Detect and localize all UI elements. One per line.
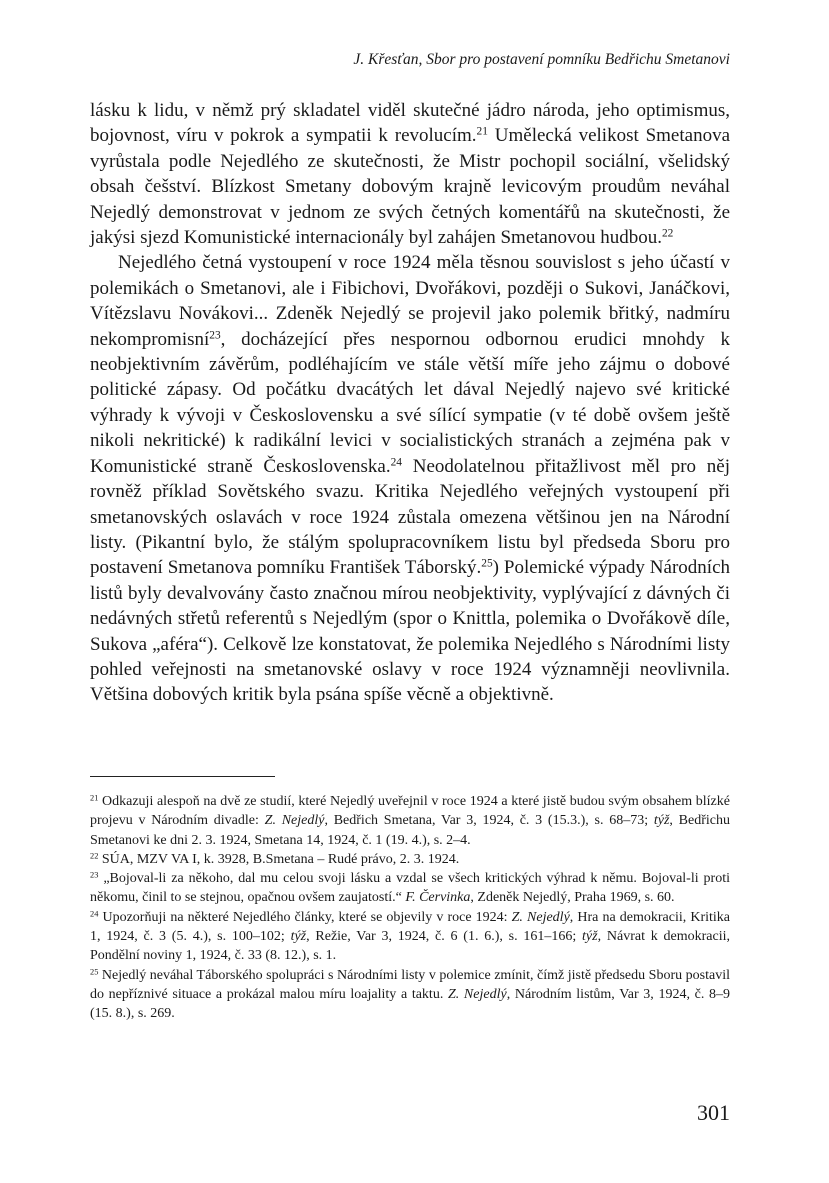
footnote-ref: 22 bbox=[661, 227, 674, 240]
running-head: J. Křesťan, Sbor pro postavení pomníku Bedřichu Smetanovi bbox=[353, 51, 730, 68]
text-run: Odkazuji alespoň na dvě ze studií, které Nejedlý uveřejnil v roce 1924 a které jistě budou svým obsahem blízké projevu v Národním divadle: bbox=[90, 794, 730, 829]
text-run: , Hra na demokracii, Kritika 1, 1924, č. 3 (5. 4.), s. 100–102; bbox=[90, 909, 730, 945]
footnote bbox=[90, 908, 730, 966]
footnotes bbox=[90, 792, 730, 1024]
footnote-ref: 24 bbox=[390, 456, 402, 469]
italic-text: Z. Nejedlý bbox=[447, 986, 507, 1002]
text-run: , Režie, Var 3, 1924, č. 6 (1. 6.), s. 161–166; bbox=[306, 929, 583, 945]
footnote-ref: 21 bbox=[476, 126, 488, 139]
text-run: , Bedřichu Smetanovi ke dni 2. 3. 1924, Smetana 14, 1924, č. 1 (19. 4.), s. 2–4. bbox=[90, 813, 730, 848]
text-run: SÚA, MZV VA I, k. 3928, B.Smetana – Rudé právo, 2. 3. 1924. bbox=[98, 851, 460, 867]
footnote-ref: 23 bbox=[209, 329, 221, 342]
text-run: Upozorňuji na některé Nejedlého články, které se objevily v roce 1924: bbox=[98, 909, 512, 925]
footnote-ref: 23 bbox=[90, 870, 99, 880]
footnote bbox=[90, 850, 730, 869]
text-run: , Bedřich Smetana, Var 3, 1924, č. 3 (15.3.), s. 68–73; bbox=[324, 813, 654, 829]
text-run: lásku k lidu, v němž prý skladatel viděl skutečné jádro národa, jeho optimismus, bojovnost, víru v pokrok a sympatii k revolucím. bbox=[90, 100, 730, 147]
footnote-ref: 25 bbox=[481, 558, 493, 571]
text-run: , Návrat k demokracii, Pondělní noviny 1, 1924, č. 33 (8. 12.), s. 1. bbox=[90, 929, 730, 964]
italic-text: týž bbox=[582, 929, 598, 945]
text-run: ) Polemické výpady Národních listů byly devalvovány často značnou mírou neobjektivity, vyplývající z dávných či nedávných střetů referentů s Nejedlým (spor o Knittla, polemika o Dvořákově díle, Sukova „aféra“). Celkově lze konstatovat, že polemika Nejedlého s Národními listy pohled veřejnosti na smetanovské oslavy v roce 1924 významněji neovlivnila. Většina dobových kritik byla psána spíše věcně a objektivně. bbox=[90, 557, 730, 706]
footnote bbox=[90, 966, 730, 1024]
footnote-ref: 21 bbox=[90, 793, 99, 803]
footnote bbox=[90, 869, 730, 908]
text-run: , Zdeněk Nejedlý, Praha 1969, s. 60. bbox=[470, 890, 675, 906]
paragraph bbox=[90, 250, 730, 707]
text-run: Nejedlého četná vystoupení v roce 1924 měla těsnou souvislost s jeho účastí v polemikách o Smetanovi, ale i Fibichovi, Dvořákovi, později o Sukovi, Janáčkovi, Vítězslavu Novákovi... Zdeněk Nejedlý se projevil jako polemik břitký, nadmíru nekompromisní bbox=[90, 252, 730, 350]
italic-text: Z. Nejedlý bbox=[264, 813, 325, 829]
body-text bbox=[90, 98, 730, 708]
text-run: Umělecká velikost Smetanova vyrůstala podle Nejedlého ze skutečnosti, že Mistr pochopil sociální, všelidský obsah češství. Blízkost Smetany dobovým krajně levicovým proudům neváhal Nejedlý demonstrovat v jednom ze svých četných komentářů na skutečnosti, že jakýsi sjezd Komunistické internacionály byl zahájen Smetanovou hudbou. bbox=[90, 125, 730, 249]
footnote-ref: 24 bbox=[90, 909, 99, 919]
italic-text: F. Červinka bbox=[405, 890, 471, 906]
text-run: Nejedlý neváhal Táborského spolupráci s Národními listy v polemice zmínit, čímž jistě předsedu Sboru postavil do nepříznivé situace a prokázal malou míru loajality a taktu. bbox=[90, 967, 730, 1002]
italic-text: týž bbox=[653, 813, 670, 829]
page-number: 301 bbox=[697, 1100, 730, 1125]
text-run: , docházející přes nespornou odbornou erudici mnohdy k neobjektivním závěrům, podléhajícím ve stále větší míře jeho zájmu o dobové politické zápasy. Od počátku dvacátých let dával Nejedlý najevo své kritické výhrady k vývoji v Československu a své sílící sympatie (v té době ovšem ještě nikoli nekritické) k radikální levici v socialistických stranách a zejména pak v Komunistické straně Československa. bbox=[90, 328, 730, 477]
footnote-separator bbox=[90, 776, 275, 777]
text-run: , Národním listům, Var 3, 1924, č. 8–9 (15. 8.), s. 269. bbox=[90, 986, 730, 1022]
text-run: „Bojoval-li za někoho, dal mu celou svoji lásku a vzdal se všech kritických výhrad k němu. Bojoval-li proti někomu, činil to se stejnou, opačnou ovšem zaujatostí.“ bbox=[90, 871, 730, 906]
italic-text: týž bbox=[290, 929, 307, 945]
footnote-ref: 22 bbox=[90, 851, 99, 861]
footnote-ref: 25 bbox=[90, 967, 99, 977]
text-run: Neodolatelnou přitažlivost měl pro něj rovněž příklad Sovětského svazu. Kritika Nejedlého veřejných vystoupení při smetanovských oslavách v roce 1924 zůstala omezena většinou jen na Národní listy. (Pikantní bylo, že stálým spolupracovníkem listu byl předseda Sboru pro postavení Smetanova pomníku František Táborský. bbox=[90, 455, 730, 579]
footnote bbox=[90, 792, 730, 850]
italic-text: Z. Nejedlý bbox=[511, 909, 570, 925]
paragraph bbox=[90, 98, 730, 250]
